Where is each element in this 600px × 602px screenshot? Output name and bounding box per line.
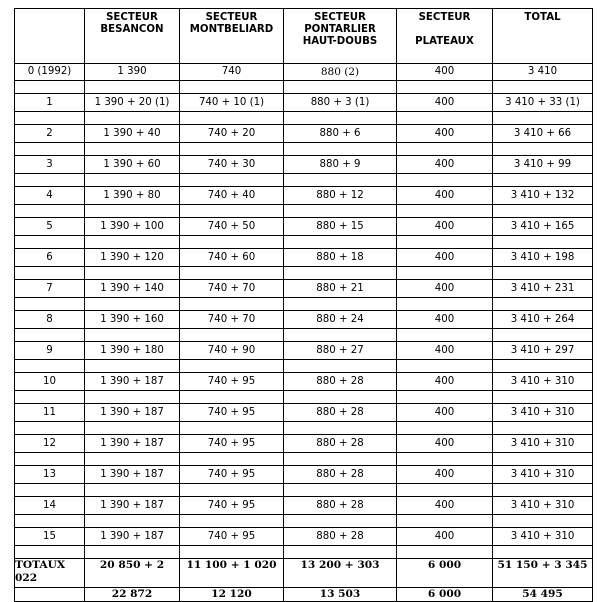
spacer-cell xyxy=(85,205,180,218)
spacer-cell xyxy=(85,515,180,528)
spacer-row xyxy=(15,205,593,218)
header-total-line-2 xyxy=(493,24,592,36)
spacer-cell xyxy=(180,360,284,373)
cell-pontarlier: 880 + 28 xyxy=(284,528,397,546)
spacer-cell xyxy=(397,143,493,156)
spacer-cell xyxy=(15,515,85,528)
header-pontarlier-line-1: SECTEUR xyxy=(314,12,366,23)
cell-plateaux: 400 xyxy=(397,218,493,236)
cell-total: 3 410 + 310 xyxy=(493,466,593,484)
header-plateaux-line-2 xyxy=(397,24,492,36)
table-row xyxy=(15,373,593,391)
header-total xyxy=(493,9,593,64)
spacer-cell xyxy=(180,329,284,342)
spacer-cell xyxy=(493,205,593,218)
spacer-cell xyxy=(15,546,85,559)
total-plateaux: 6 000 xyxy=(397,559,493,588)
spacer-cell xyxy=(397,515,493,528)
cell-besancon: 1 390 + 187 xyxy=(85,497,180,515)
spacer-cell xyxy=(180,267,284,280)
cell-year: 6 xyxy=(15,249,85,267)
cell-total: 3 410 + 310 xyxy=(493,497,593,515)
table-row xyxy=(15,156,593,174)
cell-plateaux: 400 xyxy=(397,249,493,267)
spacer-cell xyxy=(85,298,180,311)
cell-year: 7 xyxy=(15,280,85,298)
table-body xyxy=(15,64,593,602)
spacer-cell xyxy=(397,205,493,218)
cell-pontarlier: 880 + 18 xyxy=(284,249,397,267)
spacer-cell xyxy=(493,236,593,249)
spacer-cell xyxy=(397,360,493,373)
table-row xyxy=(15,342,593,360)
cell-plateaux: 400 xyxy=(397,497,493,515)
table-row xyxy=(15,404,593,422)
spacer-cell xyxy=(284,267,397,280)
spacer-cell xyxy=(180,298,284,311)
cell-plateaux: 400 xyxy=(397,373,493,391)
cell-year: 11 xyxy=(15,404,85,422)
header-year-line-2 xyxy=(15,24,84,36)
cell-plateaux: 400 xyxy=(397,94,493,112)
total-besancon: 20 850 + 2 xyxy=(85,559,180,588)
spacer-cell xyxy=(85,422,180,435)
cell-montbeliard: 740 + 70 xyxy=(180,311,284,329)
cell-besancon: 1 390 xyxy=(85,64,180,81)
spacer-cell xyxy=(15,236,85,249)
spacer-cell xyxy=(15,484,85,497)
cell-montbeliard: 740 + 90 xyxy=(180,342,284,360)
spacer-cell xyxy=(85,546,180,559)
spacer-row xyxy=(15,360,593,373)
grand-total-plateaux: 6 000 xyxy=(397,588,493,602)
cell-besancon: 1 390 + 100 xyxy=(85,218,180,236)
header-besancon-line-1: SECTEUR xyxy=(106,12,158,23)
totals-label-line-2: 022 xyxy=(15,572,38,584)
spacer-cell xyxy=(15,391,85,404)
spacer-row xyxy=(15,298,593,311)
cell-pontarlier: 880 + 12 xyxy=(284,187,397,205)
cell-montbeliard: 740 + 10 (1) xyxy=(180,94,284,112)
table-row xyxy=(15,497,593,515)
spacer-cell xyxy=(284,484,397,497)
cell-plateaux: 400 xyxy=(397,125,493,143)
cell-besancon: 1 390 + 120 xyxy=(85,249,180,267)
header-besancon-line-3 xyxy=(85,36,179,48)
header-besancon xyxy=(85,9,180,64)
spacer-cell xyxy=(397,422,493,435)
header-pontarlier-line-3: HAUT-DOUBS xyxy=(302,36,378,47)
total-pontarlier: 13 200 + 303 xyxy=(284,559,397,588)
spacer-cell xyxy=(284,174,397,187)
cell-plateaux: 400 xyxy=(397,187,493,205)
cell-year: 3 xyxy=(15,156,85,174)
spacer-cell xyxy=(493,546,593,559)
spacer-cell xyxy=(493,174,593,187)
cell-year: 10 xyxy=(15,373,85,391)
cell-year: 15 xyxy=(15,528,85,546)
spacer-cell xyxy=(397,453,493,466)
totals-row xyxy=(15,559,593,588)
spacer-cell xyxy=(493,422,593,435)
cell-montbeliard: 740 + 95 xyxy=(180,404,284,422)
spacer-cell xyxy=(284,81,397,94)
cell-montbeliard: 740 + 95 xyxy=(180,435,284,453)
cell-year: 9 xyxy=(15,342,85,360)
cell-total: 3 410 + 310 xyxy=(493,435,593,453)
spacer-cell xyxy=(284,453,397,466)
cell-montbeliard: 740 + 50 xyxy=(180,218,284,236)
spacer-cell xyxy=(85,236,180,249)
spacer-cell xyxy=(493,298,593,311)
spacer-row xyxy=(15,422,593,435)
cell-year: 13 xyxy=(15,466,85,484)
spacer-row xyxy=(15,267,593,280)
spacer-cell xyxy=(493,391,593,404)
cell-plateaux: 400 xyxy=(397,528,493,546)
spacer-cell xyxy=(180,112,284,125)
totals-label xyxy=(15,559,85,588)
grand-totals-label xyxy=(15,588,85,602)
spacer-cell xyxy=(85,267,180,280)
cell-montbeliard: 740 + 70 xyxy=(180,280,284,298)
allocation-table xyxy=(14,8,593,602)
cell-besancon: 1 390 + 180 xyxy=(85,342,180,360)
grand-totals-row xyxy=(15,588,593,602)
cell-pontarlier: 880 + 15 xyxy=(284,218,397,236)
spacer-cell xyxy=(493,484,593,497)
spacer-cell xyxy=(180,174,284,187)
cell-besancon: 1 390 + 60 xyxy=(85,156,180,174)
cell-plateaux: 400 xyxy=(397,466,493,484)
spacer-cell xyxy=(397,329,493,342)
table-row xyxy=(15,125,593,143)
table-row xyxy=(15,94,593,112)
cell-year: 0 (1992) xyxy=(15,64,85,81)
cell-pontarlier: 880 + 24 xyxy=(284,311,397,329)
spacer-cell xyxy=(493,453,593,466)
total-total: 51 150 + 3 345 xyxy=(493,559,593,588)
cell-year: 1 xyxy=(15,94,85,112)
spacer-cell xyxy=(397,546,493,559)
table-row xyxy=(15,249,593,267)
cell-pontarlier: 880 + 28 xyxy=(284,373,397,391)
cell-plateaux: 400 xyxy=(397,404,493,422)
spacer-row xyxy=(15,143,593,156)
header-plateaux xyxy=(397,9,493,64)
spacer-cell xyxy=(15,174,85,187)
cell-pontarlier: 880 + 28 xyxy=(284,466,397,484)
header-plateaux-line-1: SECTEUR xyxy=(418,12,471,23)
header-total-line-1: TOTAL xyxy=(524,12,561,23)
spacer-cell xyxy=(180,81,284,94)
cell-pontarlier: 880 + 28 xyxy=(284,497,397,515)
spacer-cell xyxy=(397,298,493,311)
cell-pontarlier: 880 + 6 xyxy=(284,125,397,143)
cell-pontarlier: 880 + 9 xyxy=(284,156,397,174)
grand-total-besancon: 22 872 xyxy=(85,588,180,602)
spacer-cell xyxy=(397,484,493,497)
spacer-cell xyxy=(85,360,180,373)
spacer-row xyxy=(15,174,593,187)
cell-montbeliard: 740 + 30 xyxy=(180,156,284,174)
table-row xyxy=(15,187,593,205)
cell-total: 3 410 + 231 xyxy=(493,280,593,298)
header-total-line-3 xyxy=(493,36,592,48)
cell-besancon: 1 390 + 187 xyxy=(85,435,180,453)
spacer-cell xyxy=(85,329,180,342)
cell-besancon: 1 390 + 20 (1) xyxy=(85,94,180,112)
cell-besancon: 1 390 + 40 xyxy=(85,125,180,143)
header-montbeliard xyxy=(180,9,284,64)
cell-pontarlier: 880 + 28 xyxy=(284,435,397,453)
table-row xyxy=(15,218,593,236)
spacer-cell xyxy=(180,205,284,218)
cell-year: 14 xyxy=(15,497,85,515)
spacer-cell xyxy=(180,236,284,249)
cell-total: 3 410 xyxy=(493,64,593,81)
spacer-cell xyxy=(180,453,284,466)
spacer-cell xyxy=(85,391,180,404)
cell-plateaux: 400 xyxy=(397,311,493,329)
spacer-cell xyxy=(284,515,397,528)
header-montbeliard-line-1: SECTEUR xyxy=(205,12,258,23)
spacer-row xyxy=(15,236,593,249)
cell-total: 3 410 + 33 (1) xyxy=(493,94,593,112)
spacer-cell xyxy=(284,360,397,373)
cell-montbeliard: 740 + 95 xyxy=(180,466,284,484)
spacer-row xyxy=(15,453,593,466)
spacer-cell xyxy=(284,143,397,156)
header-year xyxy=(15,9,85,64)
spacer-cell xyxy=(85,143,180,156)
spacer-cell xyxy=(284,422,397,435)
table-row xyxy=(15,435,593,453)
cell-besancon: 1 390 + 187 xyxy=(85,373,180,391)
spacer-cell xyxy=(284,236,397,249)
cell-year: 12 xyxy=(15,435,85,453)
spacer-cell xyxy=(284,205,397,218)
spacer-cell xyxy=(397,174,493,187)
cell-year: 2 xyxy=(15,125,85,143)
cell-total: 3 410 + 310 xyxy=(493,373,593,391)
cell-plateaux: 400 xyxy=(397,64,493,81)
spacer-cell xyxy=(85,81,180,94)
spacer-cell xyxy=(397,81,493,94)
spacer-cell xyxy=(15,112,85,125)
spacer-cell xyxy=(15,453,85,466)
cell-plateaux: 400 xyxy=(397,280,493,298)
cell-montbeliard: 740 + 40 xyxy=(180,187,284,205)
table-row-year-0 xyxy=(15,64,593,81)
grand-total-montbeliard: 12 120 xyxy=(180,588,284,602)
cell-plateaux: 400 xyxy=(397,342,493,360)
spacer-cell xyxy=(284,329,397,342)
header-year-line-1 xyxy=(15,12,84,24)
spacer-row xyxy=(15,329,593,342)
cell-total: 3 410 + 264 xyxy=(493,311,593,329)
cell-besancon: 1 390 + 187 xyxy=(85,528,180,546)
cell-besancon: 1 390 + 187 xyxy=(85,466,180,484)
spacer-cell xyxy=(397,267,493,280)
spacer-cell xyxy=(180,546,284,559)
spacer-cell xyxy=(493,515,593,528)
cell-montbeliard: 740 + 95 xyxy=(180,373,284,391)
spacer-cell xyxy=(15,360,85,373)
spacer-cell xyxy=(284,112,397,125)
cell-montbeliard: 740 + 20 xyxy=(180,125,284,143)
spacer-cell xyxy=(180,515,284,528)
cell-total: 3 410 + 198 xyxy=(493,249,593,267)
header-montbeliard-line-3 xyxy=(180,36,283,48)
spacer-cell xyxy=(180,484,284,497)
header-besancon-line-2: BESANCON xyxy=(100,24,164,35)
cell-year: 8 xyxy=(15,311,85,329)
cell-total: 3 410 + 66 xyxy=(493,125,593,143)
spacer-cell xyxy=(15,143,85,156)
cell-montbeliard: 740 + 60 xyxy=(180,249,284,267)
spacer-cell xyxy=(284,546,397,559)
cell-pontarlier: 880 + 21 xyxy=(284,280,397,298)
table-row xyxy=(15,528,593,546)
spacer-row xyxy=(15,484,593,497)
grand-total-pontarlier: 13 503 xyxy=(284,588,397,602)
spacer-cell xyxy=(493,267,593,280)
spacer-cell xyxy=(493,112,593,125)
spacer-cell xyxy=(180,391,284,404)
cell-total: 3 410 + 165 xyxy=(493,218,593,236)
cell-pontarlier: 880 + 27 xyxy=(284,342,397,360)
spacer-cell xyxy=(15,422,85,435)
spacer-cell xyxy=(284,391,397,404)
spacer-cell xyxy=(85,453,180,466)
spacer-cell xyxy=(397,112,493,125)
spacer-cell xyxy=(493,81,593,94)
header-montbeliard-line-2: MONTBELIARD xyxy=(189,24,274,35)
cell-montbeliard: 740 + 95 xyxy=(180,497,284,515)
table-row xyxy=(15,280,593,298)
cell-plateaux: 400 xyxy=(397,156,493,174)
cell-pontarlier: 880 + 3 (1) xyxy=(284,94,397,112)
header-row xyxy=(15,9,593,64)
header-pontarlier xyxy=(284,9,397,64)
spacer-cell xyxy=(85,112,180,125)
spacer-row xyxy=(15,515,593,528)
spacer-cell xyxy=(493,329,593,342)
spacer-cell xyxy=(493,143,593,156)
cell-total: 3 410 + 310 xyxy=(493,404,593,422)
spacer-cell xyxy=(15,81,85,94)
table-row xyxy=(15,466,593,484)
header-pontarlier-line-2: PONTARLIER xyxy=(304,24,376,35)
total-montbeliard: 11 100 + 1 020 xyxy=(180,559,284,588)
header-year-line-3 xyxy=(15,36,84,48)
spacer-row xyxy=(15,546,593,559)
spacer-cell xyxy=(180,143,284,156)
cell-montbeliard: 740 + 95 xyxy=(180,528,284,546)
cell-year: 4 xyxy=(15,187,85,205)
spacer-cell xyxy=(284,298,397,311)
spacer-cell xyxy=(397,391,493,404)
spacer-row xyxy=(15,81,593,94)
spacer-row xyxy=(15,112,593,125)
cell-besancon: 1 390 + 140 xyxy=(85,280,180,298)
cell-plateaux: 400 xyxy=(397,435,493,453)
cell-total: 3 410 + 310 xyxy=(493,528,593,546)
spacer-cell xyxy=(15,298,85,311)
cell-total: 3 410 + 132 xyxy=(493,187,593,205)
cell-year: 5 xyxy=(15,218,85,236)
spacer-cell xyxy=(15,267,85,280)
spacer-row xyxy=(15,391,593,404)
cell-montbeliard: 740 xyxy=(180,64,284,81)
spacer-cell xyxy=(85,484,180,497)
spacer-cell xyxy=(15,329,85,342)
cell-total: 3 410 + 99 xyxy=(493,156,593,174)
cell-total: 3 410 + 297 xyxy=(493,342,593,360)
spacer-cell xyxy=(15,205,85,218)
cell-besancon: 1 390 + 187 xyxy=(85,404,180,422)
spacer-cell xyxy=(180,422,284,435)
spacer-cell xyxy=(397,236,493,249)
totals-label-line-1: TOTAUX xyxy=(15,559,66,571)
spacer-cell xyxy=(493,360,593,373)
cell-besancon: 1 390 + 160 xyxy=(85,311,180,329)
cell-besancon: 1 390 + 80 xyxy=(85,187,180,205)
cell-pontarlier: 880 + 28 xyxy=(284,404,397,422)
cell-pontarlier: 880 (2) xyxy=(284,64,397,81)
grand-total-total: 54 495 xyxy=(493,588,593,602)
header-plateaux-line-3: PLATEAUX xyxy=(415,36,474,47)
spacer-cell xyxy=(85,174,180,187)
table-row xyxy=(15,311,593,329)
